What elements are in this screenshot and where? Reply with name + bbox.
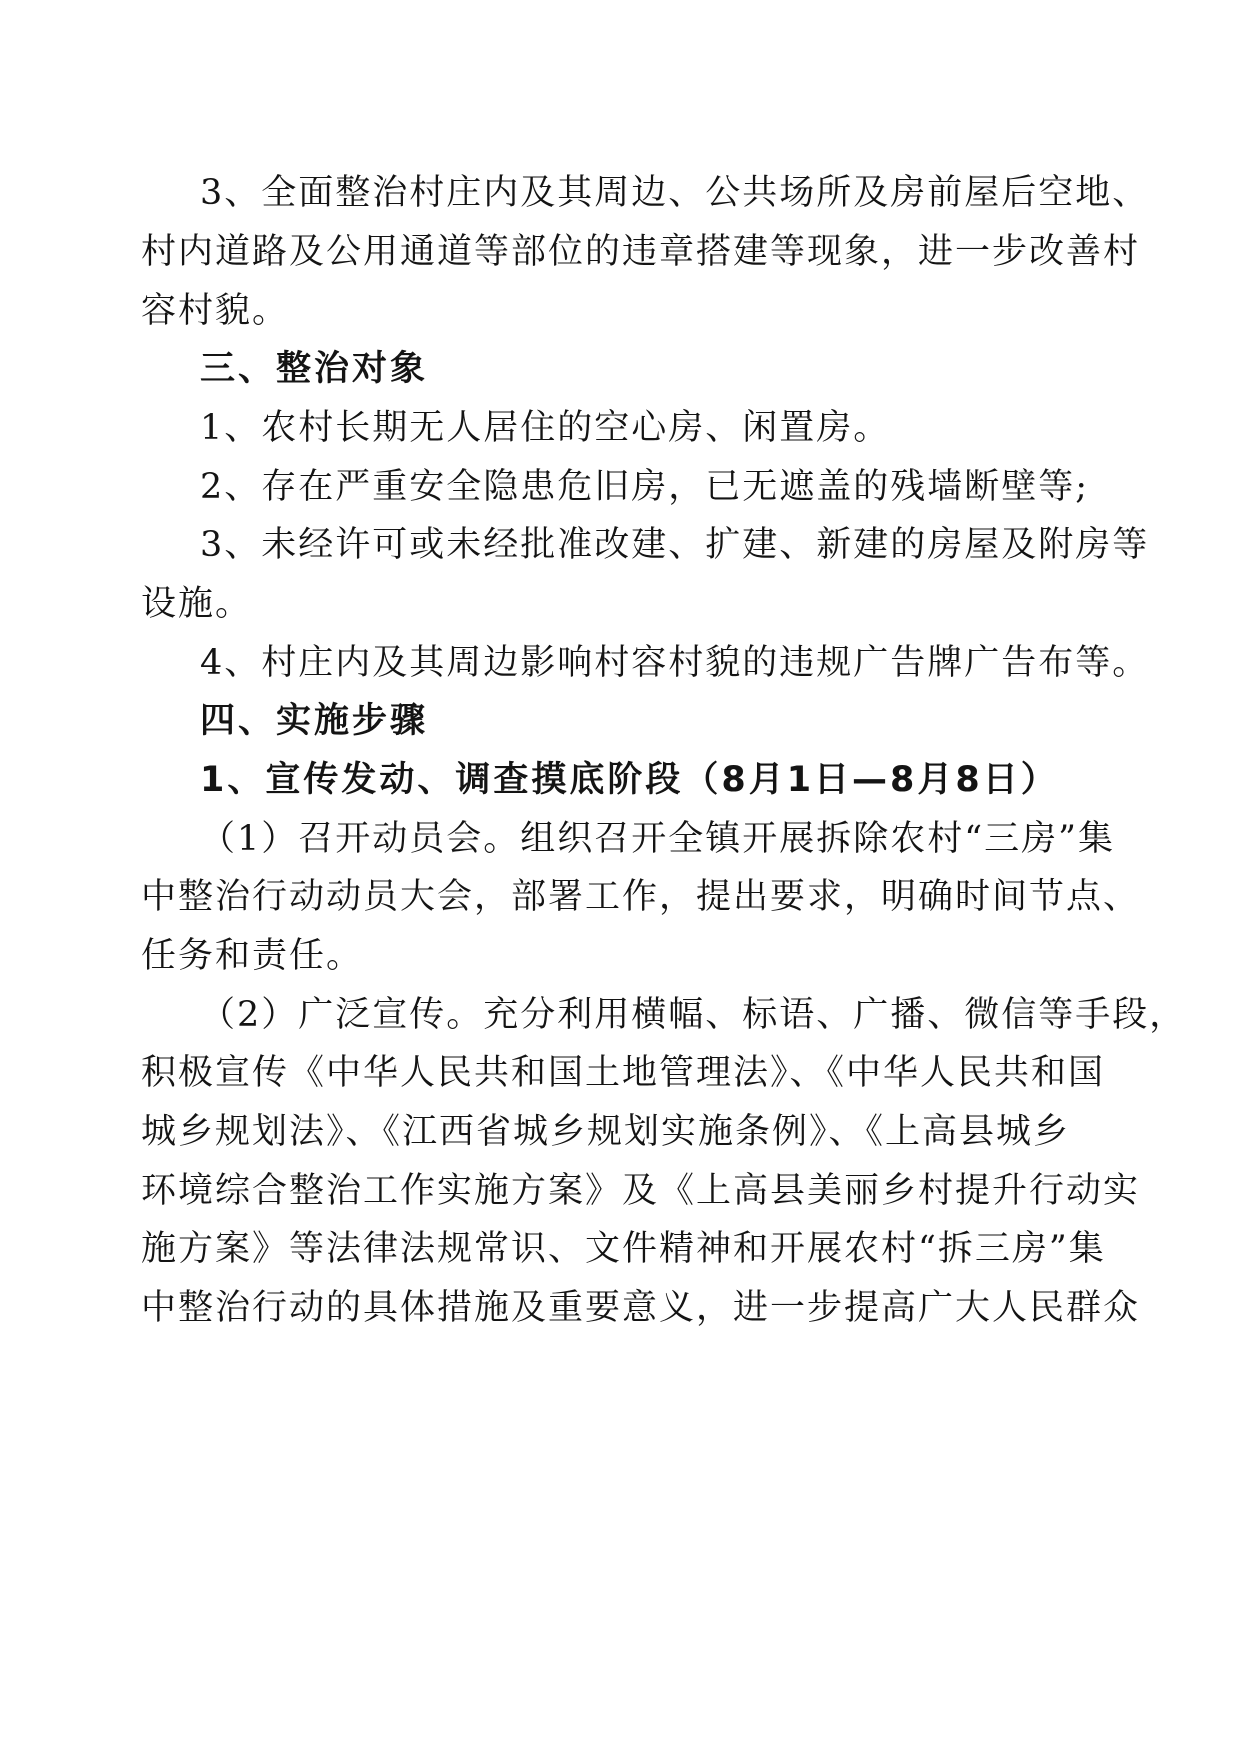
section-heading: 三、整治对象 <box>200 349 429 389</box>
body-paragraph-line: 3、全面整治村庄内及其周边、公共场所及房前屋后空地、 <box>200 173 1150 213</box>
body-paragraph-line: （2）广泛宣传。充分利用横幅、标语、广播、微信等手段， <box>200 995 1187 1035</box>
body-paragraph-line: 4、村庄内及其周边影响村容村貌的违规广告牌广告布等。 <box>200 643 1150 683</box>
body-paragraph-line: 2、存在严重安全隐患危旧房，已无遮盖的残墙断壁等; <box>200 467 1090 507</box>
body-paragraph-line: 中整治行动的具体措施及重要意义，进一步提高广大人民群众 <box>141 1288 1141 1328</box>
body-paragraph-line: 积极宣传《中华人民共和国土地管理法》、《中华人民共和国 <box>141 1053 1106 1093</box>
body-paragraph-line: 城乡规划法》、《江西省城乡规划实施条例》、《上高县城乡 <box>141 1112 1071 1152</box>
body-paragraph-line: 中整治行动动员大会，部署工作，提出要求，明确时间节点、 <box>141 877 1141 917</box>
body-paragraph-line: 施方案》等法律法规常识、文件精神和开展农村“拆三房”集 <box>141 1229 1106 1269</box>
body-paragraph-line: 任务和责任。 <box>141 936 364 976</box>
subsection-heading: 1、宣传发动、调查摸底阶段（8月1日—8月8日） <box>200 760 1059 800</box>
body-paragraph-line: 环境综合整治工作实施方案》及《上高县美丽乡村提升行动实 <box>141 1171 1141 1211</box>
body-paragraph-line: （1）召开动员会。组织召开全镇开展拆除农村“三房”集 <box>200 819 1116 859</box>
body-paragraph-line: 村内道路及公用通道等部位的违章搭建等现象，进一步改善村 <box>141 232 1141 272</box>
body-paragraph-line: 容村貌。 <box>141 291 290 331</box>
body-paragraph-line: 设施。 <box>141 584 253 624</box>
body-paragraph-line: 1、农村长期无人居住的空心房、闲置房。 <box>200 408 891 448</box>
section-heading: 四、实施步骤 <box>200 701 429 741</box>
body-paragraph-line: 3、未经许可或未经批准改建、扩建、新建的房屋及附房等 <box>200 525 1150 565</box>
